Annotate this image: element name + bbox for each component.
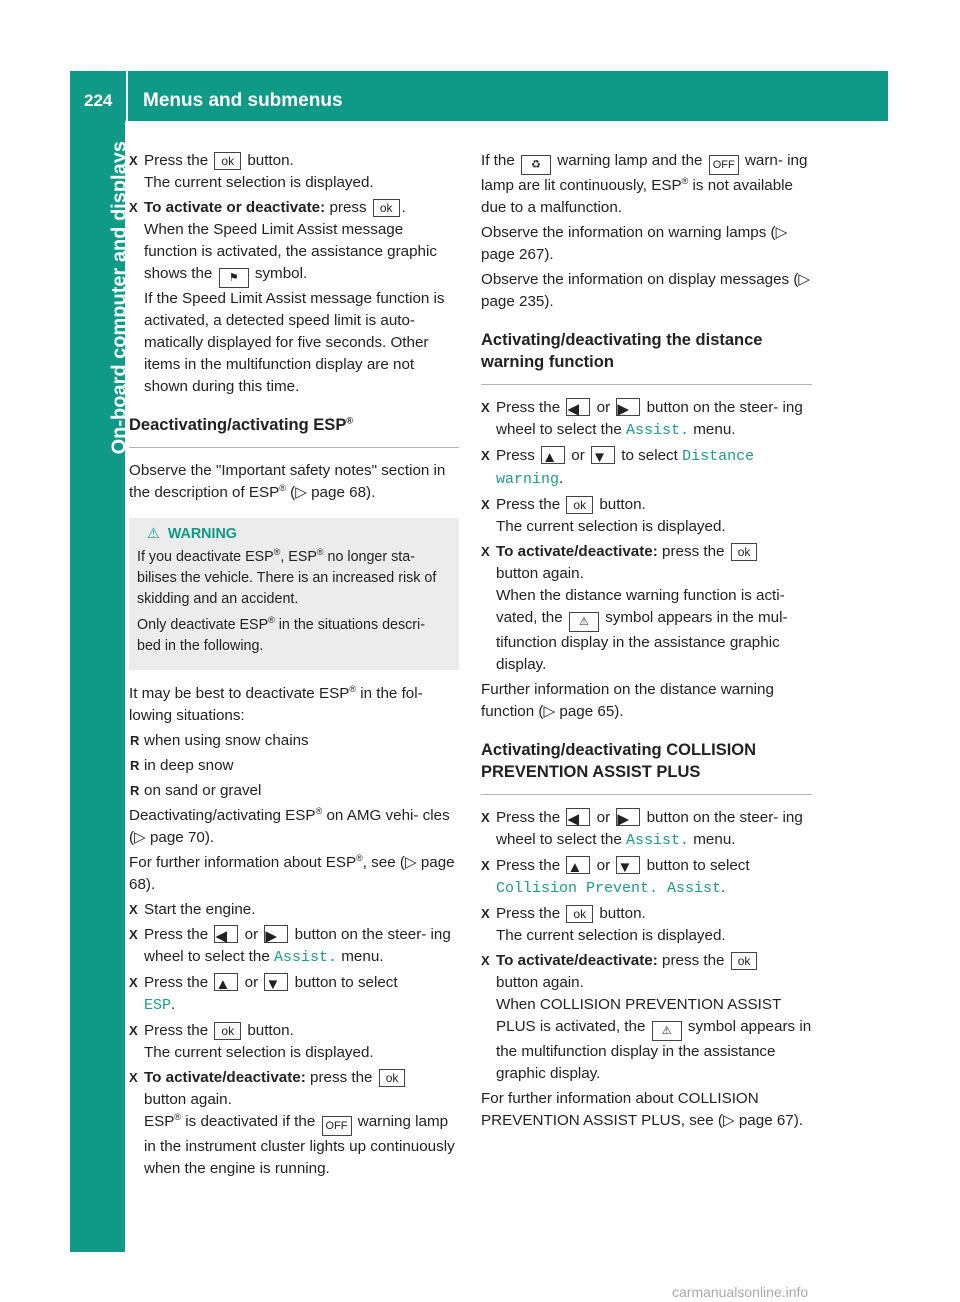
step-marker: X (481, 544, 490, 559)
page-title: Menus and submenus (143, 90, 343, 111)
up-arrow-key-icon: ▲ (566, 856, 590, 874)
step-title: To activate/deactivate: (496, 543, 658, 560)
step: X Press ▲ or ▼ to select Distance warning. (481, 447, 755, 488)
step-title: To activate/deactivate: (496, 952, 658, 969)
step-marker: X (129, 1070, 138, 1085)
step-marker: X (481, 448, 490, 463)
step-text: button. (247, 152, 294, 169)
warning-text: If you deactivate ESP®, ESP® no longer sta- bilises the vehicle. There is an increased risk of skidding and an accident. (137, 547, 437, 607)
step-marker: X (129, 975, 138, 990)
down-arrow-key-icon: ▼ (264, 973, 288, 991)
list-item: R when using snow chains (129, 730, 459, 752)
step (129, 150, 459, 194)
page-number: 224 (84, 91, 113, 110)
menu-name: Assist. (626, 832, 690, 849)
paragraph: Observe the "Important safety notes" section in the description of ESP® (▷ page 68). (129, 462, 446, 501)
ok-key-icon: ok (373, 199, 400, 217)
step-marker: X (129, 200, 138, 215)
speed-limit-assist-icon: ⚑ (219, 268, 249, 288)
right-column (481, 150, 812, 1135)
menu-name: Assist. (626, 422, 690, 439)
watermark: carmanualsonline.info (672, 1284, 809, 1300)
step-marker: X (481, 906, 490, 921)
paragraph: It may be best to deactivate ESP® in the fol- lowing situations: (129, 683, 423, 724)
step-marker: X (481, 810, 490, 825)
step: X To activate/deactivate: press the ok button again. When the distance warning function is acti- vated, the ⚠ symbol appears in the mul- tifunction display in the assistance graphic display. (481, 543, 788, 673)
left-arrow-key-icon: ◀ (214, 925, 238, 943)
left-column (129, 150, 459, 1183)
paragraph: Observe the information on warning lamps (▷ page 267). (481, 224, 788, 263)
page-header (70, 71, 888, 121)
warning-text: Only deactivate ESP® in the situations descri- bed in the following. (137, 615, 425, 654)
chapter-label: On-board computer and displays (108, 141, 130, 455)
step: X Press the ◀ or ▶ button on the steer- ing wheel to select the Assist. menu. (129, 926, 451, 966)
step-marker: X (481, 858, 490, 873)
esp-off-warning-lamp-icon: OFF (322, 1116, 352, 1136)
step: X To activate/deactivate: press the ok button again. ESP® is deactivated if the OFF warning lamp in the instrument cluster lights up continuously when the engine is running. (129, 1069, 455, 1177)
chapter-tab (70, 121, 130, 1252)
menu-name: Assist. (274, 949, 338, 966)
right-arrow-key-icon: ▶ (264, 925, 288, 943)
step-result: symbol. (254, 265, 308, 282)
down-arrow-key-icon: ▼ (591, 446, 615, 464)
left-arrow-key-icon: ◀ (566, 808, 590, 826)
list-item: R on sand or gravel (129, 780, 459, 802)
ok-key-icon: ok (379, 1069, 406, 1087)
step: X Press the ok button. The current selection is displayed. (481, 496, 726, 535)
step: X Press the ▲ or ▼ button to select ESP. (129, 974, 398, 1014)
step-title: To activate/deactivate: (144, 1069, 306, 1086)
paragraph: For further information about COLLISION PREVENTION ASSIST PLUS, see (▷ page 67). (481, 1090, 804, 1129)
bullet-marker: R (130, 758, 140, 773)
bullet-marker: R (130, 733, 140, 748)
warning-heading: WARNING (167, 526, 237, 542)
paragraph: For further information about ESP®, see (▷ page 68). (129, 852, 455, 893)
ok-key-icon: ok (731, 952, 758, 970)
step: X Press the ok button. The current selection is displayed. (481, 905, 726, 944)
warning-triangle-icon: ⚠ (147, 526, 160, 542)
menu-name: Collision Prevent. Assist (496, 880, 722, 897)
esp-off-warning-lamp-icon: OFF (709, 155, 739, 175)
section-heading-distance: Activating/deactivating the distance warning function (481, 329, 812, 385)
ok-key-icon: ok (566, 905, 593, 923)
list-item: R in deep snow (129, 755, 459, 777)
step-title: To activate or deactivate: (144, 199, 326, 216)
left-arrow-key-icon: ◀ (566, 398, 590, 416)
step-marker: X (481, 497, 490, 512)
right-arrow-key-icon: ▶ (616, 808, 640, 826)
paragraph: Observe the information on display messages (▷ page 235). (481, 271, 811, 310)
menu-name: ESP (144, 997, 172, 1014)
step: X Press the ◀ or ▶ button on the steer- ing wheel to select the Assist. menu. (481, 809, 803, 849)
step-marker: X (129, 927, 138, 942)
header-divider (126, 71, 128, 121)
step: X Press the ▲ or ▼ button to select Collision Prevent. Assist. (481, 857, 750, 897)
ok-key-icon: ok (566, 496, 593, 514)
step: X Start the engine. (129, 899, 459, 921)
step-marker: X (129, 1023, 138, 1038)
distance-warning-icon: ⚠ (652, 1021, 682, 1041)
step-note: If the Speed Limit Assist message function is activated, a detected speed limit is auto- matically displayed for five seconds. Other items in the multifunction display are not shown during this time. (144, 290, 445, 395)
section-heading-esp: Deactivating/activating ESP® (129, 414, 459, 448)
up-arrow-key-icon: ▲ (541, 446, 565, 464)
step-result: When the Speed Limit Assist message function is activated, the assistance graphic shows the (144, 221, 437, 282)
paragraph: If the ♻ warning lamp and the OFF warn- ing lamp are lit continuously, ESP® is not available due to a malfunction. (481, 152, 808, 216)
step: X Press the ◀ or ▶ button on the steer- ing wheel to select the Assist. menu. (481, 399, 803, 439)
section-heading-collision: Activating/deactivating COLLISION PREVENTION ASSIST PLUS (481, 739, 812, 795)
esp-warning-lamp-icon: ♻ (521, 155, 551, 175)
distance-warning-icon: ⚠ (569, 612, 599, 632)
right-arrow-key-icon: ▶ (616, 398, 640, 416)
bullet-marker: R (130, 783, 140, 798)
step-marker: X (129, 153, 138, 168)
down-arrow-key-icon: ▼ (616, 856, 640, 874)
ok-key-icon: ok (214, 1022, 241, 1040)
paragraph: Further information on the distance warning function (▷ page 65). (481, 681, 774, 720)
warning-box (129, 518, 459, 670)
up-arrow-key-icon: ▲ (214, 973, 238, 991)
step (129, 197, 459, 398)
step-marker: X (129, 902, 138, 917)
step-marker: X (481, 953, 490, 968)
step-text: press (329, 199, 367, 216)
step-result: The current selection is displayed. (144, 174, 374, 191)
ok-key-icon: ok (214, 152, 241, 170)
paragraph: Deactivating/activating ESP® on AMG vehi- cles (▷ page 70). (129, 805, 450, 846)
step: X To activate/deactivate: press the ok button again. When COLLISION PREVENTION ASSIST PLUS is activated, the ⚠ symbol appears in the multifunction display in the assistance graphic display. (481, 952, 812, 1082)
step-text: . (401, 199, 406, 216)
ok-key-icon: ok (731, 543, 758, 561)
step: X Press the ok button. The current selection is displayed. (129, 1022, 374, 1061)
step-text: Press the (144, 152, 209, 169)
step-marker: X (481, 400, 490, 415)
menu-name: Distance warning (496, 448, 755, 488)
